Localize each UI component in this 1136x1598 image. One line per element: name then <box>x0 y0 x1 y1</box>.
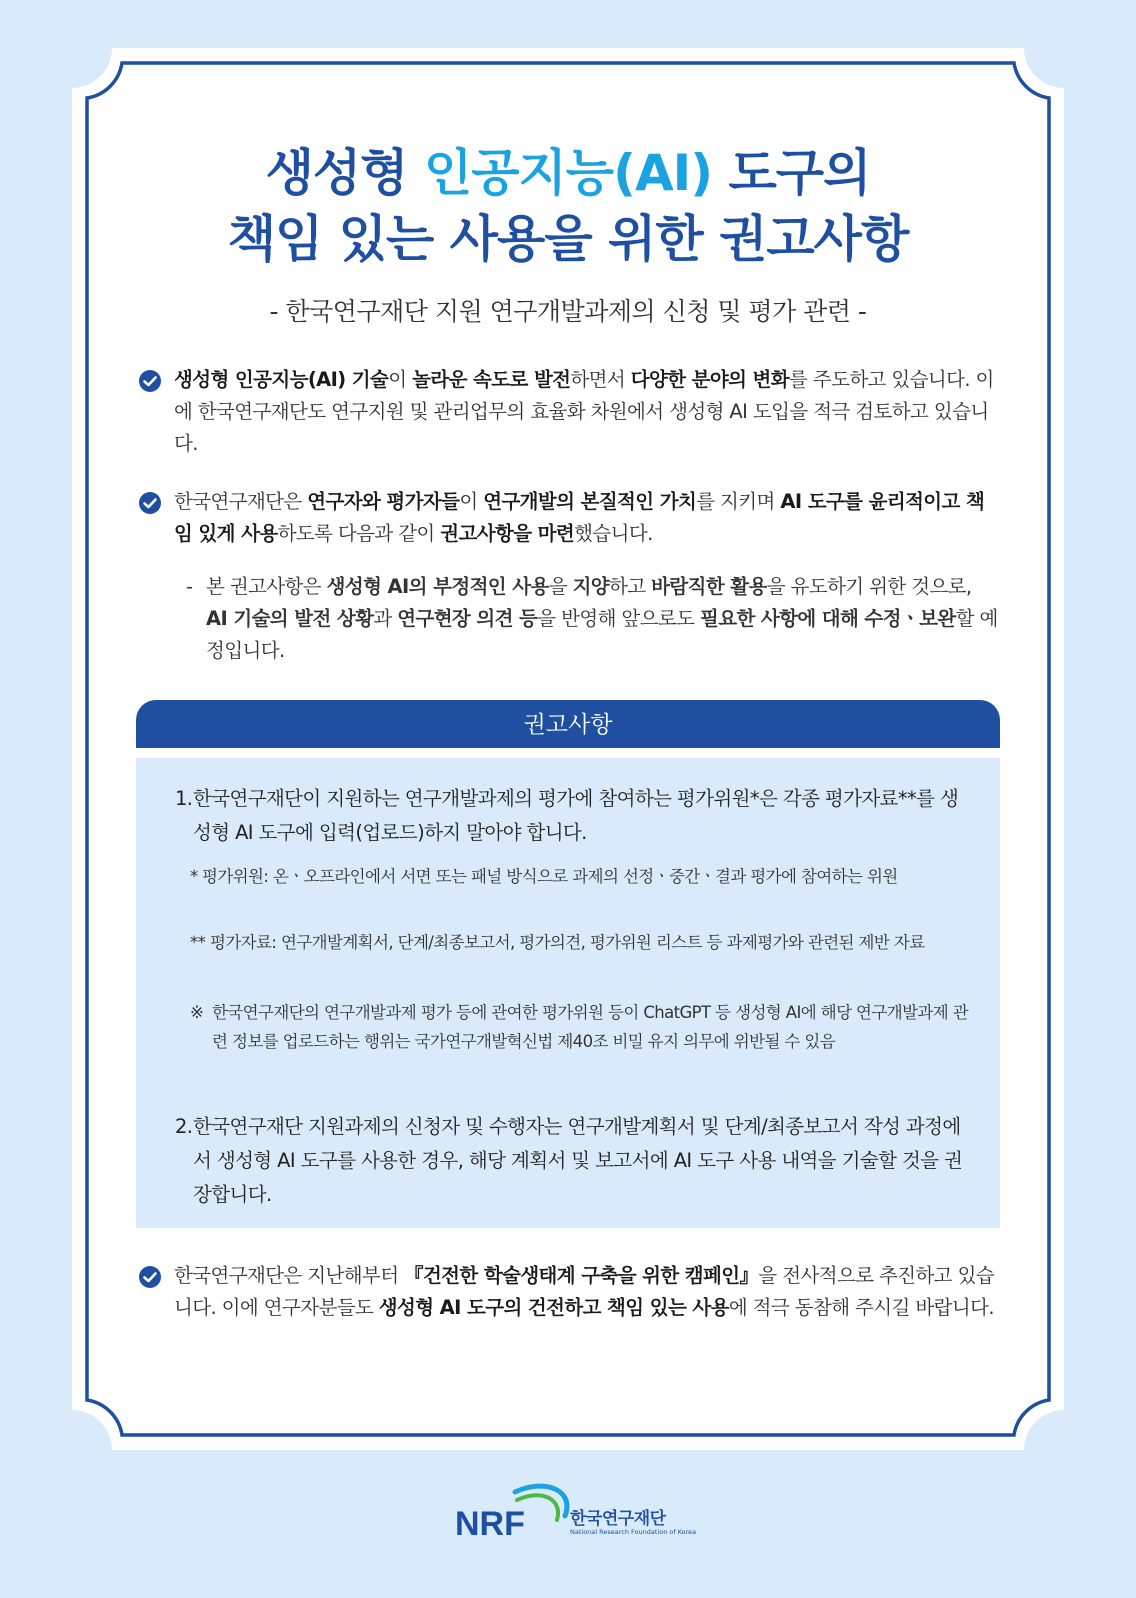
logo-name-ko: 한국연구재단 <box>570 1509 666 1529</box>
title-accent: 인공지능(AI) <box>423 144 713 202</box>
closing-paragraph <box>138 1260 998 1324</box>
dash-mark: - <box>186 575 193 598</box>
body-text: 이 <box>388 368 413 391</box>
note-evaluation-materials <box>190 928 980 957</box>
body-text: 를 주도하고 있습니다. 이에 한국연구재단도 연구지원 및 관리업무의 효율화 차원에서 생성형 AI 도입을 적극 검토하고 있습니다. <box>174 368 994 455</box>
emphasis-text: 권고사항을 마련 <box>440 522 575 545</box>
emphasis-text: 생성형 AI 도구의 건전하고 책임 있는 사용 <box>378 1296 729 1319</box>
note-text: 평가위원: 온ㆍ오프라인에서 서면 또는 패널 방식으로 과제의 선정ㆍ중간ㆍ결과 평가에 참여하는 위원 <box>202 867 898 886</box>
emphasis-text: AI 기술의 발전 상황 <box>206 607 374 630</box>
closing-paragraph-text <box>138 1260 998 1324</box>
intro-paragraph-2 <box>138 486 998 550</box>
recommendation-item-1 <box>175 782 975 850</box>
body-text: 이 <box>459 490 484 513</box>
item-text: 한국연구재단 지원과제의 신청자 및 수행자는 연구개발계획서 및 단계/최종보고서 작성 과정에서 생성형 AI 도구를 사용한 경우, 해당 계획서 및 보고서에 AI 도구 사용 내역을 기술할 것을 권장합니다. <box>193 1115 963 1206</box>
note-evaluator <box>190 862 980 891</box>
note-text: 평가자료: 연구개발계획서, 단계/최종보고서, 평가의견, 평가위원 리스트 등 과제평가와 관련된 제반 자료 <box>210 933 925 952</box>
body-text: 를 지키며 <box>696 490 781 513</box>
intro-sub-paragraph-text <box>186 571 998 667</box>
emphasis-text: 연구개발의 본질적인 가치 <box>483 490 697 513</box>
title-line-2: 책임 있는 사용을 위한 권고사항 <box>227 210 909 268</box>
emphasis-text: 다양한 분야의 변화 <box>630 368 790 391</box>
emphasis-text: 생성형 AI의 부정적인 사용 <box>326 575 549 598</box>
check-circle-icon <box>138 1265 162 1289</box>
recommendations-header: 권고사항 <box>136 700 1000 748</box>
body-text: 하면서 <box>570 368 631 391</box>
check-circle-icon <box>138 369 162 393</box>
emphasis-text: 지양 <box>572 575 610 598</box>
emphasis-text: 연구자와 평가자들 <box>307 490 460 513</box>
note-mark: ** <box>190 933 206 952</box>
body-text: 한국연구재단은 <box>174 490 308 513</box>
body-text: 했습니다. <box>574 522 653 545</box>
body-text: 하도록 다음과 같이 <box>277 522 441 545</box>
emphasis-text: AI 도구를 윤리적이고 책임 있게 사용 <box>174 490 985 545</box>
note-text: 한국연구재단의 연구개발과제 평가 등에 관여한 평가위원 등이 ChatGPT 등 생성형 AI에 해당 연구개발과제 관련 정보를 업로드하는 행위는 국가연구개발혁신법 제40조 비밀 유지 의무에 위반될 수 있음 <box>212 1003 969 1051</box>
emphasis-text: 놀라운 속도로 발전 <box>412 368 571 391</box>
body-text: 한국연구재단은 지난해부터 <box>174 1264 405 1287</box>
body-text: 에 적극 동참해 주시길 바랍니다. <box>728 1296 994 1319</box>
subtitle: - 한국연구재단 지원 연구개발과제의 신청 및 평가 관련 - <box>269 297 867 326</box>
note-warning <box>190 998 980 1056</box>
item-text: 한국연구재단이 지원하는 연구개발과제의 평가에 참여하는 평가위원*은 각종 평가자료**를 생성형 AI 도구에 입력(업로드)하지 말아야 합니다. <box>193 787 959 844</box>
note-mark: ※ <box>190 1003 204 1022</box>
emphasis-text: 생성형 인공지능(AI) 기술 <box>174 368 389 391</box>
check-circle-icon <box>138 491 162 515</box>
body-text: 할 예정입니다. <box>206 607 998 662</box>
emphasis-text: 『건전한 학술생태계 구축을 위한 캠페인』 <box>404 1264 759 1287</box>
emphasis-text: 필요한 사항에 대해 수정ㆍ보완 <box>699 607 956 630</box>
note-mark: * <box>190 867 198 886</box>
body-text: 을 유도하기 위한 것으로, <box>766 575 972 598</box>
body-text: 을 반영해 앞으로도 <box>537 607 700 630</box>
intro-sub-paragraph <box>186 571 998 667</box>
body-text: 과 <box>373 607 398 630</box>
title-line-1: 생성형 인공지능(AI) 도구의 <box>265 144 871 202</box>
emphasis-text: 바람직한 활용 <box>651 575 767 598</box>
intro-paragraph-1 <box>138 364 998 460</box>
logo-mark: NRF <box>455 1505 525 1543</box>
body-text: 을 <box>548 575 573 598</box>
body-text: 하고 <box>609 575 652 598</box>
emphasis-text: 연구현장 의견 등 <box>397 607 538 630</box>
body-text: 을 전사적으로 추진하고 있습니다. 이에 연구자분들도 <box>174 1264 995 1319</box>
recommendation-item-2 <box>175 1110 975 1212</box>
intro-paragraph-2-text <box>138 486 998 550</box>
logo-name-en: National Research Foundation of Korea <box>570 1528 697 1536</box>
item-number: 1. <box>175 787 193 810</box>
body-text: 본 권고사항은 <box>206 575 327 598</box>
item-number: 2. <box>175 1115 193 1138</box>
intro-paragraph-1-text <box>138 364 998 460</box>
